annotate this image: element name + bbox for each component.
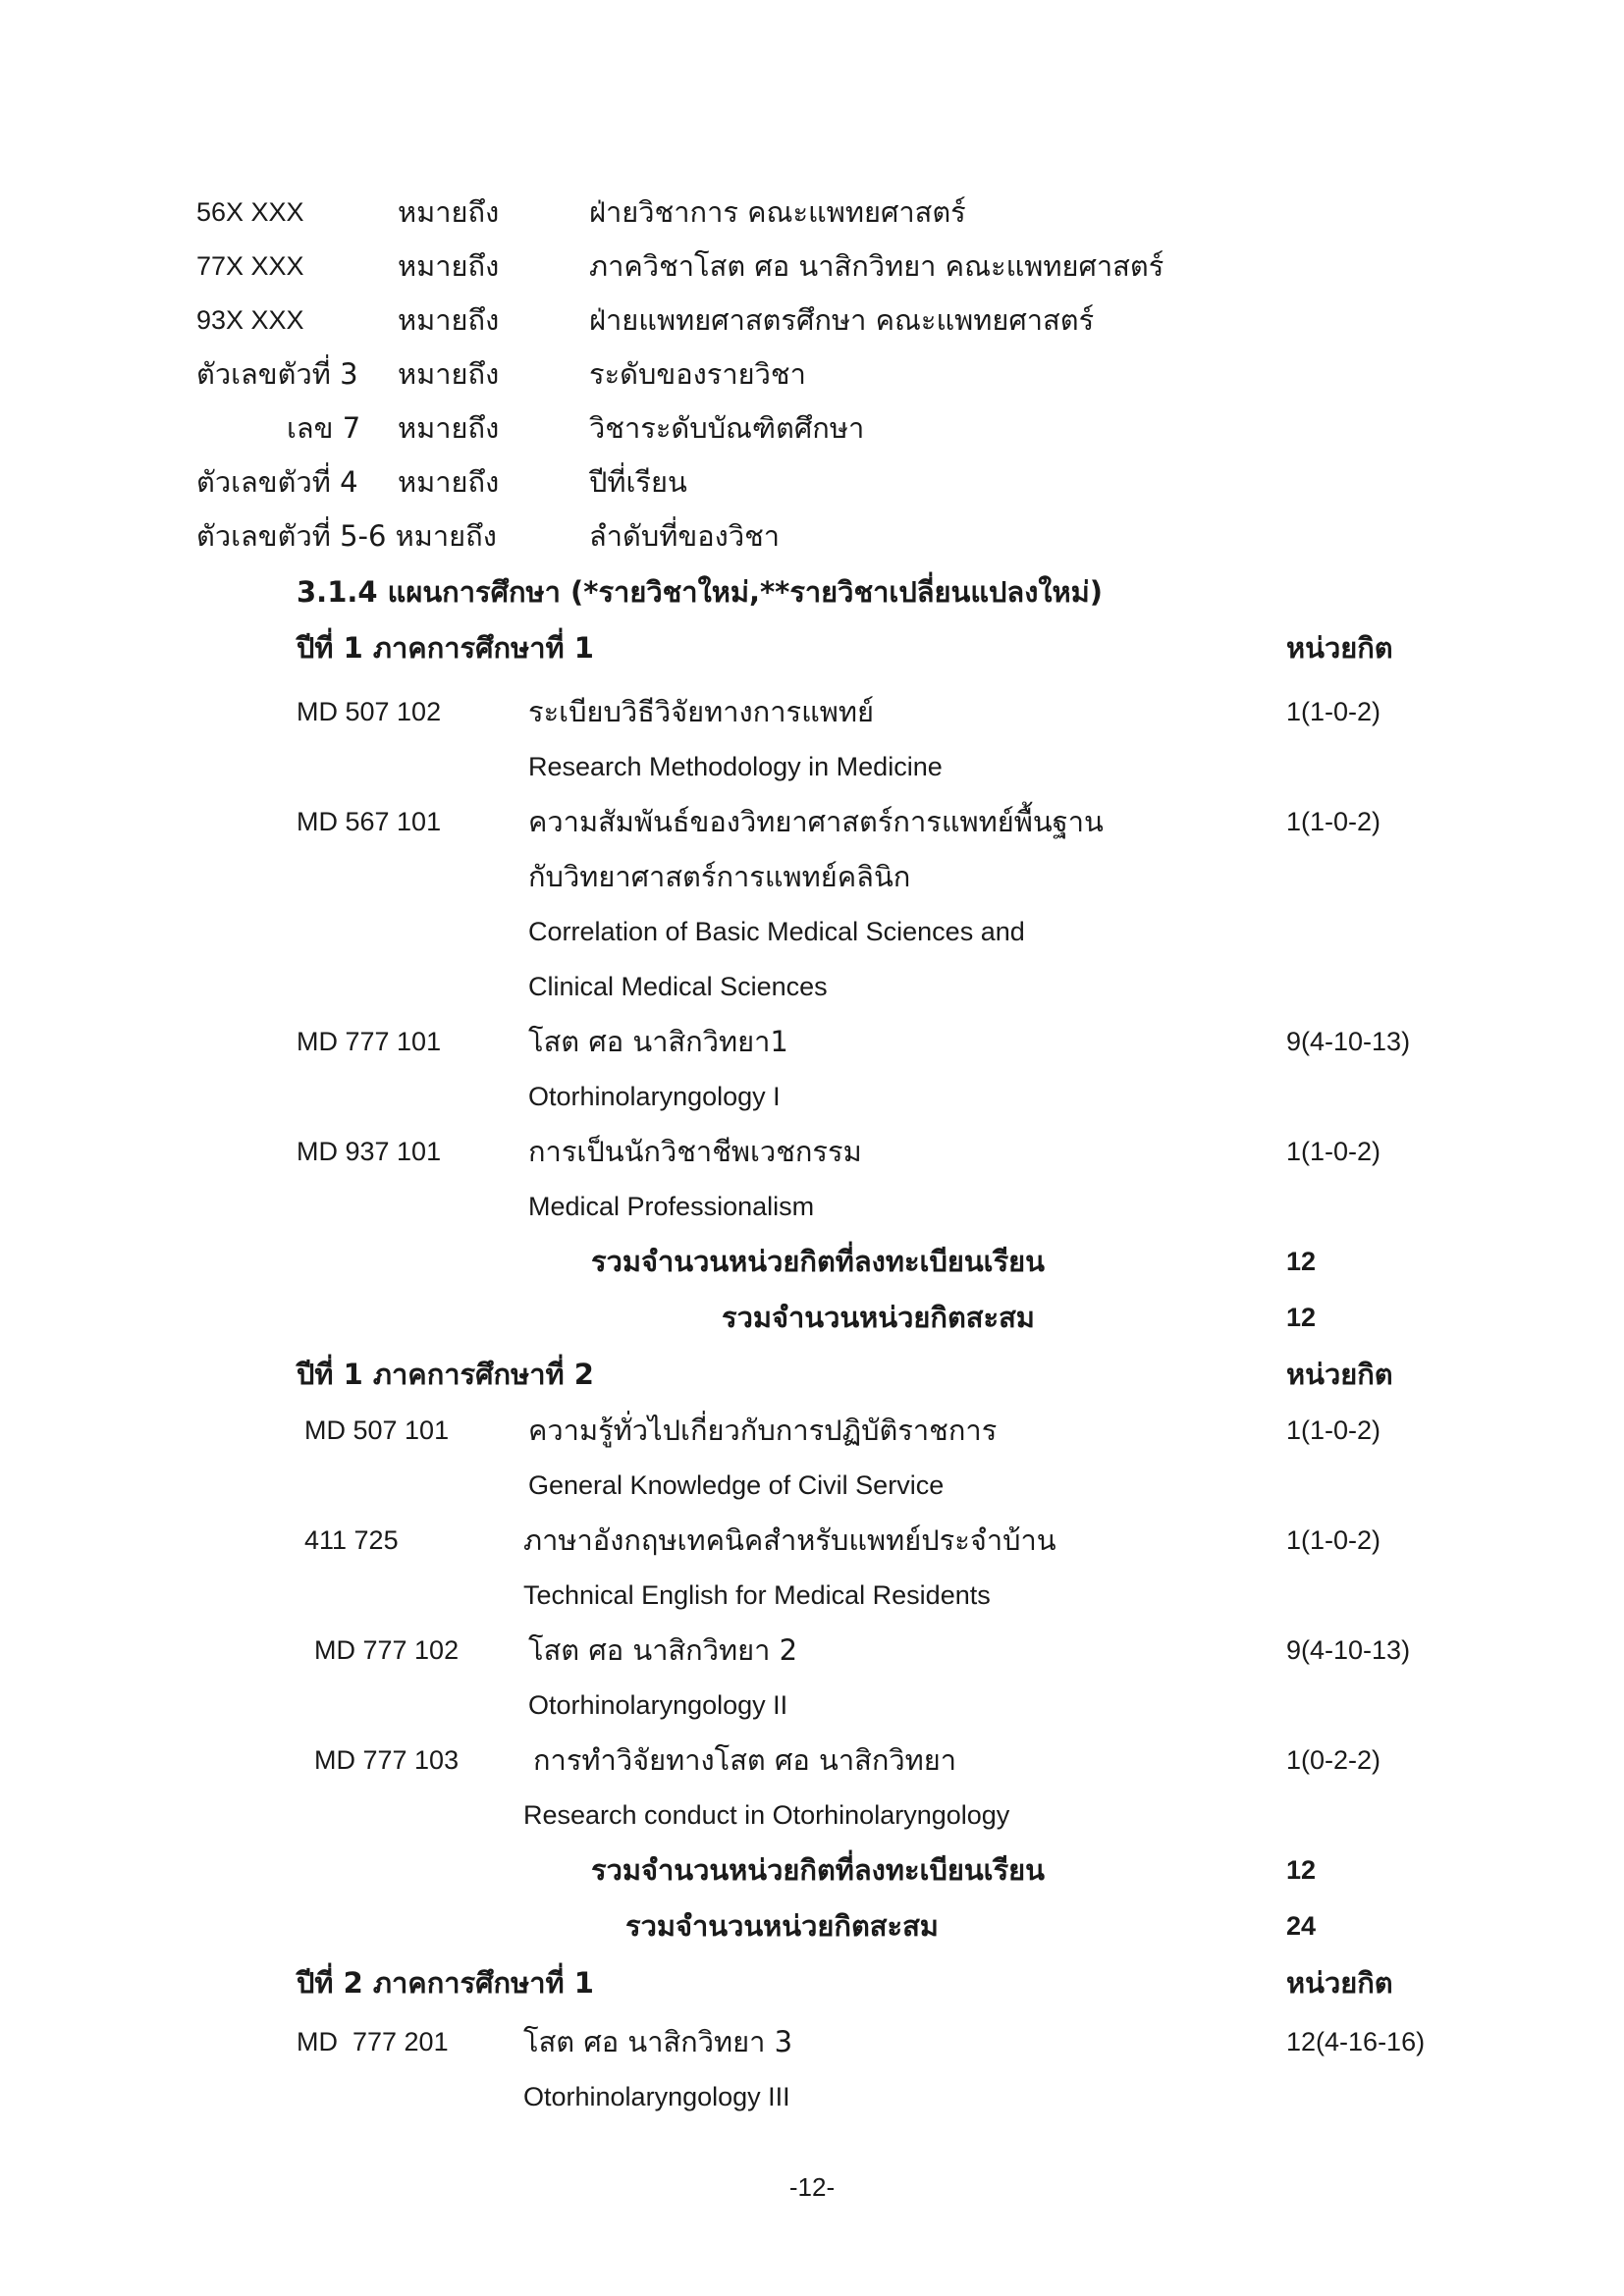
course-code: MD 507 101	[304, 1415, 450, 1445]
legend-code: ตัวเลขตัวที่ 3	[196, 357, 358, 391]
legend-desc: ลำดับที่ของวิชา	[589, 519, 781, 553]
credit-header: หน่วยกิต	[1286, 1358, 1393, 1391]
course-name-en: Medical Professionalism	[528, 1192, 815, 1221]
course-name-th: กับวิทยาศาสตร์การแพทย์คลินิก	[528, 860, 911, 893]
course-credits: 1(1-0-2)	[1286, 1415, 1381, 1445]
semester-title: ปีที่ 2 ภาคการศึกษาที่ 1	[297, 1966, 594, 2000]
plan-heading: 3.1.4 แผนการศึกษา (*รายวิชาใหม่,**รายวิชาเปลี่ยนแปลงใหม่)	[297, 575, 1104, 609]
total-cumulative-value: 12	[1286, 1303, 1317, 1332]
course-name-en: Research conduct in Otorhinolaryngology	[523, 1800, 1010, 1830]
course-code: MD 777 102	[314, 1635, 460, 1665]
course-name-en: Otorhinolaryngology III	[523, 2082, 790, 2111]
course-credits: 9(4-10-13)	[1286, 1027, 1411, 1056]
course-name-th: โสต ศอ นาสิกวิทยา1	[528, 1025, 788, 1058]
course-name-th: ความสัมพันธ์ของวิทยาศาสตร์การแพทย์พื้นฐาน	[528, 805, 1104, 838]
course-name-th: โสต ศอ นาสิกวิทยา 2	[528, 1633, 798, 1667]
course-credits: 1(1-0-2)	[1286, 697, 1381, 726]
course-name-en: Research Methodology in Medicine	[528, 752, 943, 781]
legend-code: เลข 7	[287, 411, 361, 445]
course-code: MD 937 101	[297, 1137, 442, 1166]
course-name-th: โสต ศอ นาสิกวิทยา 3	[523, 2025, 793, 2058]
course-code: MD 777 101	[297, 1027, 442, 1056]
page-number: -12-	[788, 2172, 836, 2202]
legend-means: หมายถึง	[398, 249, 500, 283]
credit-header: หน่วยกิต	[1286, 1966, 1393, 2000]
legend-code: 93X XXX	[196, 305, 304, 335]
semester-title: ปีที่ 1 ภาคการศึกษาที่ 1	[297, 631, 594, 665]
course-credits: 12(4-16-16)	[1286, 2027, 1426, 2056]
course-name-th: ระเบียบวิธีวิจัยทางการแพทย์	[528, 695, 875, 728]
course-name-en: General Knowledge of Civil Service	[528, 1470, 945, 1500]
course-name-en: Otorhinolaryngology II	[528, 1690, 788, 1720]
course-credits: 1(1-0-2)	[1286, 1137, 1381, 1166]
credit-header: หน่วยกิต	[1286, 631, 1393, 665]
legend-desc: ระดับของรายวิชา	[589, 357, 806, 391]
course-name-th: การทำวิจัยทางโสต ศอ นาสิกวิทยา	[533, 1743, 957, 1777]
legend-means: หมายถึง	[398, 195, 500, 229]
total-registered-value: 12	[1286, 1247, 1317, 1276]
legend-code: 77X XXX	[196, 251, 304, 281]
legend-desc: ฝ่ายแพทยศาสตรศึกษา คณะแพทยศาสตร์	[589, 303, 1095, 337]
course-name-en: Correlation of Basic Medical Sciences and	[528, 917, 1025, 946]
legend-code: ตัวเลขตัวที่ 4	[196, 465, 358, 499]
course-code: MD 507 102	[297, 697, 442, 726]
course-code: MD 777 201	[297, 2027, 449, 2056]
course-name-en: Clinical Medical Sciences	[528, 972, 828, 1001]
total-cumulative-label: รวมจำนวนหน่วยกิตสะสม	[722, 1301, 1035, 1334]
legend-desc: ฝ่ายวิชาการ คณะแพทยศาสตร์	[589, 195, 966, 229]
total-cumulative-label: รวมจำนวนหน่วยกิตสะสม	[625, 1909, 939, 1943]
total-registered-label: รวมจำนวนหน่วยกิตที่ลงทะเบียนเรียน	[591, 1245, 1045, 1278]
legend-means: หมายถึง	[398, 303, 500, 337]
course-name-th: การเป็นนักวิชาชีพเวชกรรม	[528, 1135, 862, 1168]
course-name-en: Technical English for Medical Residents	[523, 1580, 991, 1610]
course-credits: 1(1-0-2)	[1286, 1525, 1381, 1555]
total-registered-value: 12	[1286, 1855, 1317, 1885]
course-credits: 9(4-10-13)	[1286, 1635, 1411, 1665]
course-code: 411 725	[304, 1525, 399, 1555]
legend-desc: ปีที่เรียน	[589, 465, 687, 499]
course-credits: 1(1-0-2)	[1286, 807, 1381, 836]
legend-means: หมายถึง	[398, 465, 500, 499]
legend-means: หมายถึง	[398, 411, 500, 445]
course-credits: 1(0-2-2)	[1286, 1745, 1381, 1775]
total-registered-label: รวมจำนวนหน่วยกิตที่ลงทะเบียนเรียน	[591, 1853, 1045, 1887]
course-code: MD 567 101	[297, 807, 442, 836]
semester-title: ปีที่ 1 ภาคการศึกษาที่ 2	[297, 1358, 594, 1391]
legend-code: ตัวเลขตัวที่ 5-6 หมายถึง	[196, 519, 497, 553]
legend-code: 56X XXX	[196, 197, 304, 227]
course-name-th: ความรู้ทั่วไปเกี่ยวกับการปฏิบัติราชการ	[528, 1414, 998, 1447]
course-code: MD 777 103	[314, 1745, 460, 1775]
course-name-th: ภาษาอังกฤษเทคนิคสำหรับแพทย์ประจำบ้าน	[523, 1523, 1056, 1557]
legend-means: หมายถึง	[398, 357, 500, 391]
course-name-en: Otorhinolaryngology I	[528, 1082, 781, 1111]
legend-desc: ภาควิชาโสต ศอ นาสิกวิทยา คณะแพทยศาสตร์	[589, 249, 1164, 283]
legend-desc: วิชาระดับบัณฑิตศึกษา	[589, 411, 865, 445]
total-cumulative-value: 24	[1286, 1911, 1317, 1941]
